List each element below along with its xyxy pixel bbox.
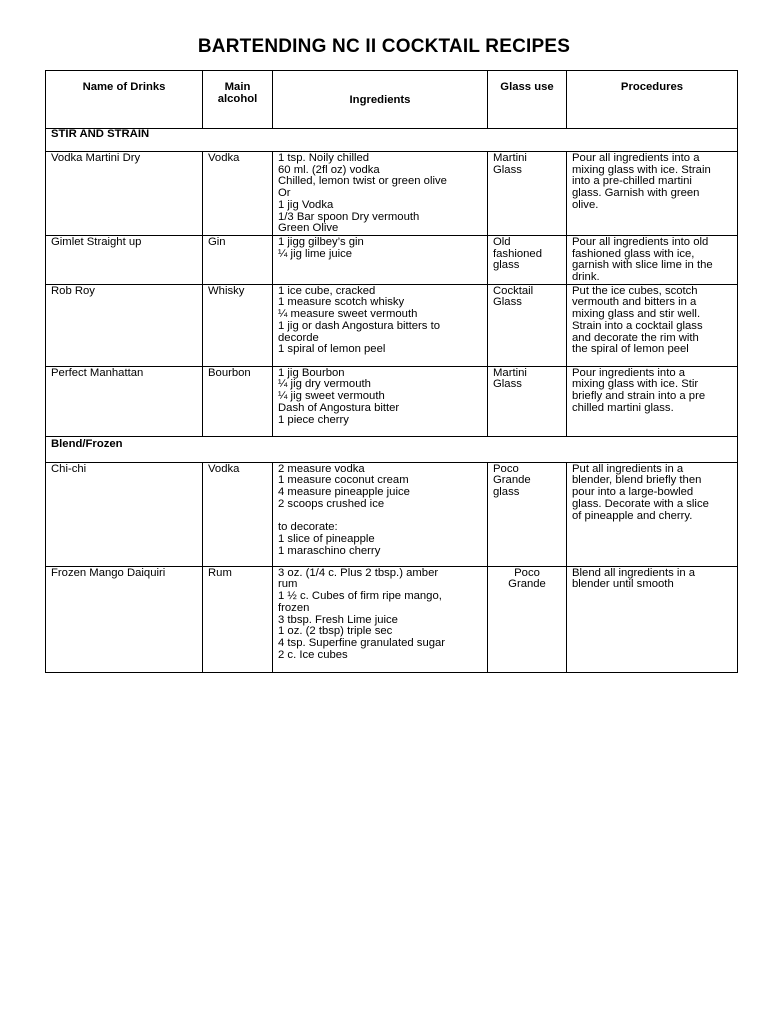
procedure-line: blender, blend briefly then [572,474,702,487]
glass-line: Glass [493,296,522,309]
ingredient-line: 2 c. Ice cubes [278,648,348,661]
procedure-line: and decorate the rim with [572,331,699,344]
procedure-line: pour into a large-bowled [572,486,694,499]
procedure-line: glass. Garnish with green [572,187,700,200]
ingredient-line: rum [278,578,298,591]
ingredient-line: Green Olive [278,222,339,235]
table-row [46,566,738,672]
ingredient-line: 1 slice of pineapple [278,532,375,545]
procedure-cell [567,284,738,366]
procedure-line: Pour all ingredients into old [572,235,709,248]
glass-use-cell [488,152,567,236]
table-row [46,366,738,436]
table-row [46,284,738,366]
procedure-line: Pour ingredients into a [572,366,686,379]
procedure-line: the spiral of lemon peel [572,343,689,356]
ingredient-line: 1 jig Vodka [278,198,334,211]
ingredients-cell [273,566,488,672]
glass-use-cell [488,462,567,566]
ingredient-line: 1 jig or dash Angostura bitters to [278,319,441,332]
glass-line: Martini [493,152,527,164]
ingredient-line: 2 scoops crushed ice [278,497,385,510]
glass-use-cell [488,235,567,284]
ingredient-line: 4 tsp. Superfine granulated sugar [278,636,446,649]
procedure-line: into a pre-chilled martini [572,175,692,188]
ingredient-line: 1 measure coconut cream [278,474,409,487]
table-row [46,462,738,566]
main-alcohol: Vodka [203,462,273,566]
main-alcohol: Vodka [203,152,273,236]
ingredient-line: Chilled, lemon twist or green olive [278,175,447,188]
procedure-line: Put all ingredients in a [572,462,684,475]
ingredient-line: 1 tsp. Noily chilled [278,152,370,164]
page-title: BARTENDING NC II COCKTAIL RECIPES [197,36,571,57]
procedure-line: olive. [572,198,599,211]
cocktail-recipes-table [45,70,738,673]
procedure-line: mixing glass with ice. Strain [572,163,711,176]
procedure-line: of pineapple and cherry. [572,509,693,522]
procedure-line: glass. Decorate with a slice [572,497,709,510]
ingredient-line: 2 measure vodka [278,462,365,475]
main-alcohol: Rum [203,566,273,672]
drink-name: Vodka Martini Dry [46,152,203,236]
glass-line: Glass [493,378,522,391]
table-row [46,235,738,284]
drink-name: Gimlet Straight up [46,235,203,284]
ingredient-line: to decorate: [278,521,338,534]
glass-line: Poco [493,462,519,475]
procedure-line: garnish with slice lime in the [572,259,713,272]
ingredient-line: 1/3 Bar spoon Dry vermouth [278,210,420,223]
column-header-main-alcohol [203,71,273,129]
column-header-ingredients: Ingredients [273,71,488,129]
ingredient-line: 1 maraschino cherry [278,544,381,557]
column-header-procedures: Procedures [567,71,738,129]
procedure-cell [567,235,738,284]
ingredient-line: ¼ measure sweet vermouth [278,308,418,321]
ingredient-line: ¼ jig sweet vermouth [278,390,385,403]
section-label: STIR AND STRAIN [46,129,738,152]
ingredient-line: 4 measure pineapple juice [278,486,410,499]
procedure-line: drink. [572,271,600,284]
ingredient-line: 3 tbsp. Fresh Lime juice [278,613,398,626]
ingredients-cell [273,235,488,284]
table-row [46,152,738,236]
ingredient-line: 1 measure scotch whisky [278,296,405,309]
glass-line: Poco [514,566,540,579]
drink-name: Chi-chi [46,462,203,566]
ingredient-line: Or [278,187,291,200]
procedure-line: chilled martini glass. [572,401,674,414]
column-header-main-alcohol-label: Main alcohol [217,81,258,105]
main-alcohol: Whisky [203,284,273,366]
procedure-line: mixing glass with ice. Stir [572,378,699,391]
column-header-name: Name of Drinks [46,71,203,129]
main-alcohol: Bourbon [203,366,273,436]
ingredients-cell [273,152,488,236]
ingredient-line: 1 oz. (2 tbsp) triple sec [278,625,393,638]
ingredient-line: 1 ½ c. Cubes of firm ripe mango, [278,590,442,603]
glass-line: Grande [508,578,546,591]
section-label: Blend/Frozen [46,436,738,462]
table-header-row [46,71,738,129]
glass-line: Martini [493,366,527,379]
procedure-cell [567,566,738,672]
procedure-line: mixing glass and stir well. [572,308,701,321]
ingredient-line: 1 jig Bourbon [278,366,345,379]
drink-name: Perfect Manhattan [46,366,203,436]
procedure-line: blender until smooth [572,578,674,591]
ingredient-line: 3 oz. (1/4 c. Plus 2 tbsp.) amber [278,566,439,579]
glass-line: glass [493,486,520,499]
procedure-cell [567,366,738,436]
ingredients-cell [273,366,488,436]
ingredient-line: decorde [278,331,319,344]
section-row-blend-frozen [46,436,738,462]
ingredient-line: 60 ml. (2fl oz) vodka [278,163,380,176]
drink-name: Frozen Mango Daiquiri [46,566,203,672]
ingredient-line: ¼ jig dry vermouth [278,378,371,391]
procedure-line: Blend all ingredients in a [572,566,696,579]
ingredient-line: 1 piece cherry [278,413,349,426]
procedure-line: Put the ice cubes, scotch [572,284,698,297]
ingredient-line: Dash of Angostura bitter [278,401,400,414]
procedure-line: Strain into a cocktail glass [572,319,703,332]
ingredients-cell [273,284,488,366]
ingredient-line: frozen [278,601,310,614]
glass-use-cell [488,284,567,366]
glass-line: fashioned [493,247,542,260]
procedure-cell [567,462,738,566]
ingredients-cell [273,462,488,566]
procedure-line: fashioned glass with ice, [572,247,695,260]
ingredient-line: 1 spiral of lemon peel [278,343,386,356]
section-row-stir-and-strain [46,129,738,152]
glass-line: glass [493,259,520,272]
glass-line: Grande [493,474,531,487]
main-alcohol: Gin [203,235,273,284]
procedure-line: briefly and strain into a pre [572,390,706,403]
glass-use-cell [488,566,567,672]
ingredient-line: 1 ice cube, cracked [278,284,376,297]
procedure-cell [567,152,738,236]
glass-line: Glass [493,163,522,176]
drink-name: Rob Roy [46,284,203,366]
procedure-line: Pour all ingredients into a [572,152,700,164]
procedure-line: vermouth and bitters in a [572,296,697,309]
ingredient-line: 1 jigg gilbey’s gin [278,235,364,248]
column-header-glass-use: Glass use [488,71,567,129]
glass-use-cell [488,366,567,436]
glass-line: Cocktail [493,284,534,297]
glass-line: Old [493,235,511,248]
ingredient-line: ¼ jig lime juice [278,247,353,260]
